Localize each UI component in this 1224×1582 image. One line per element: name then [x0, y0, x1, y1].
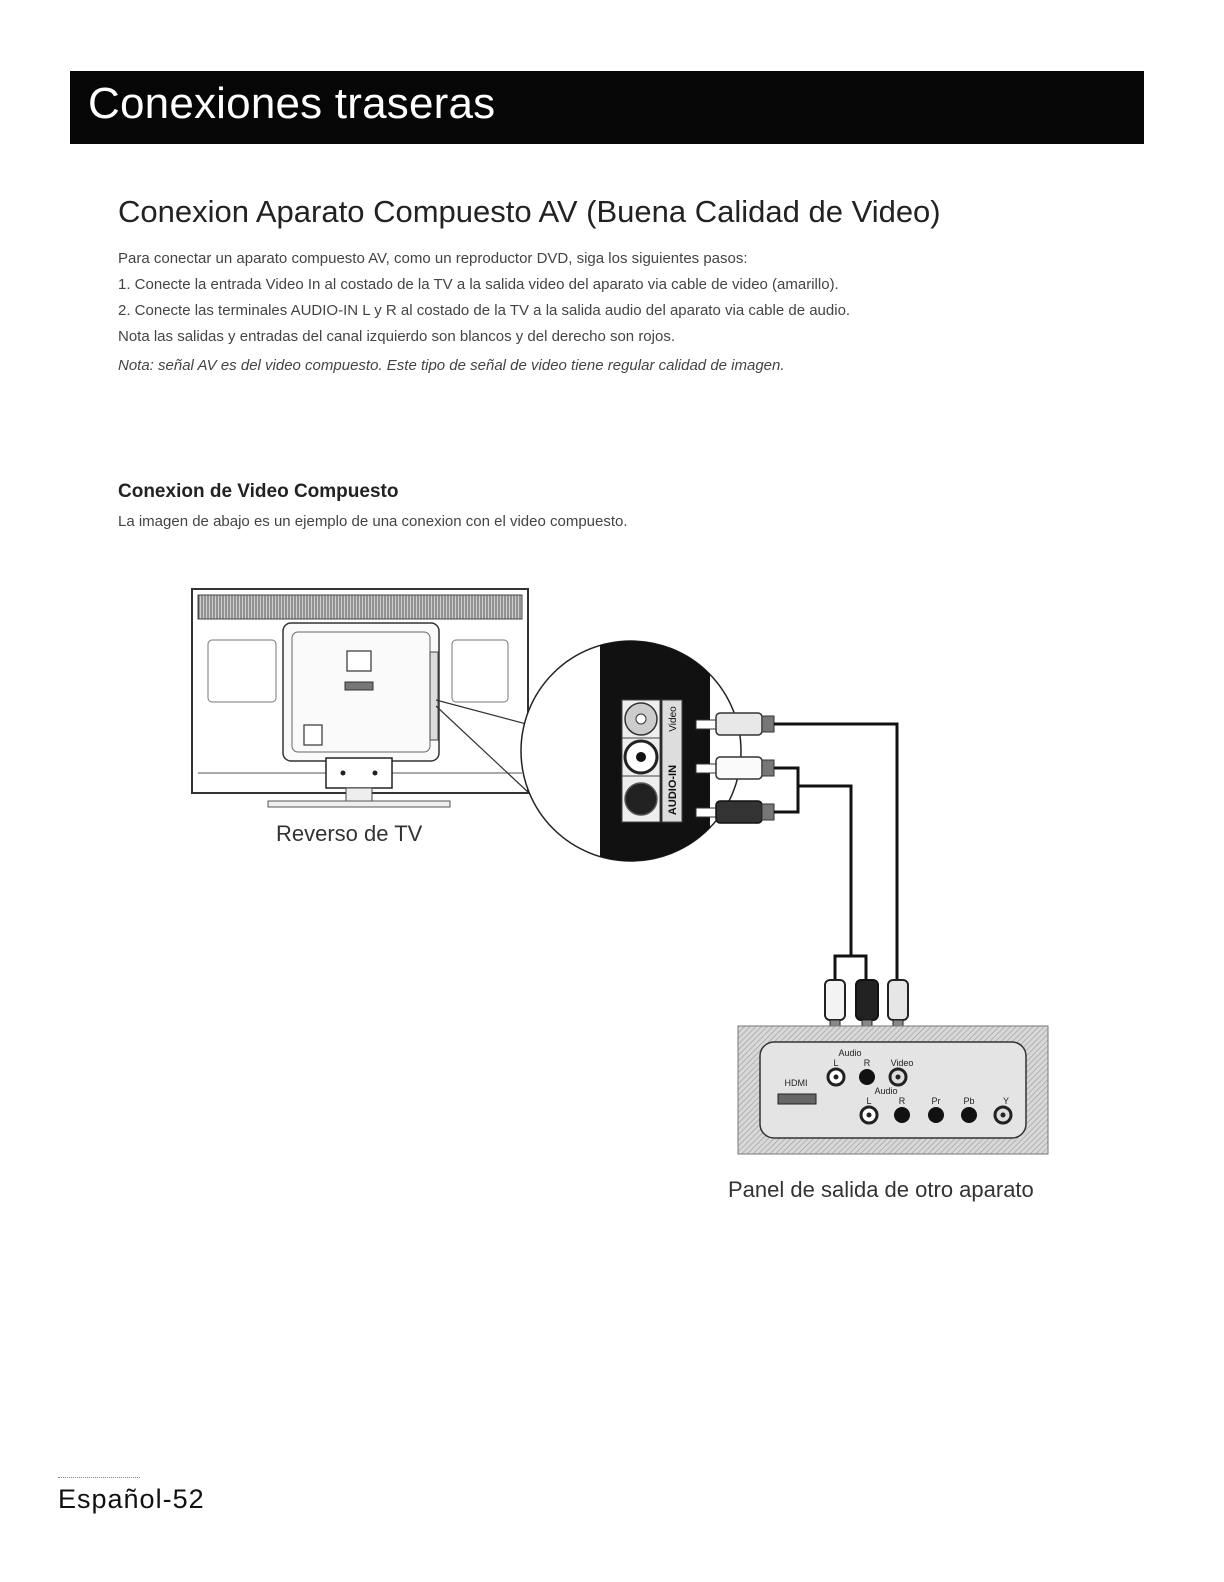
tv-jack-zoom — [521, 630, 741, 870]
r-bottom-label: R — [898, 1096, 906, 1106]
pr-label: Pr — [931, 1096, 941, 1106]
audio-bottom-label: Audio — [874, 1086, 898, 1096]
r-top-label: R — [863, 1058, 871, 1068]
subsection-title: Conexion de Video Compuesto — [118, 481, 399, 502]
intro-paragraph: Para conectar un aparato compuesto AV, como un reproductor DVD, siga los siguientes pasos: — [118, 250, 748, 267]
video-in-label: Video — [668, 706, 679, 732]
signal-note: Nota: señal AV es del video compuesto. Este tipo de señal de video tiene regular calidad de imagen. — [118, 357, 785, 374]
panel-caption: Panel de salida de otro aparato — [728, 1177, 1034, 1202]
page-title: Conexiones traseras — [88, 79, 496, 128]
tv-caption: Reverso de TV — [276, 821, 423, 846]
av-cables — [774, 724, 897, 980]
hdmi-label: HDMI — [784, 1078, 808, 1088]
l-top-label: L — [833, 1058, 839, 1068]
step-1: 1. Conecte la entrada Video In al costado de la TV a la salida video del aparato via cable de video (amarillo). — [118, 276, 839, 293]
audio-top-label: Audio — [838, 1048, 862, 1058]
y-label: Y — [1002, 1096, 1010, 1106]
l-bottom-label: L — [866, 1096, 872, 1106]
subsection-text: La imagen de abajo es un ejemplo de una conexion con el video compuesto. — [118, 513, 628, 530]
video-top-label: Video — [890, 1058, 914, 1068]
step-2: 2. Conecte las terminales AUDIO-IN L y R al costado de la TV a la salida audio del aparato via cable de audio. — [118, 302, 851, 319]
audio-in-label: AUDIO-IN — [667, 764, 679, 816]
page-number: Español-52 — [58, 1484, 205, 1514]
pb-label: Pb — [963, 1096, 975, 1106]
tv-back-illustration — [192, 589, 560, 808]
footer-rule — [58, 1477, 140, 1478]
section-title: Conexion Aparato Compuesto AV (Buena Calidad de Video) — [118, 194, 941, 229]
channel-note: Nota las salidas y entradas del canal izquierdo son blancos y del derecho son rojos. — [118, 328, 675, 345]
device-output-panel — [738, 1026, 1048, 1154]
